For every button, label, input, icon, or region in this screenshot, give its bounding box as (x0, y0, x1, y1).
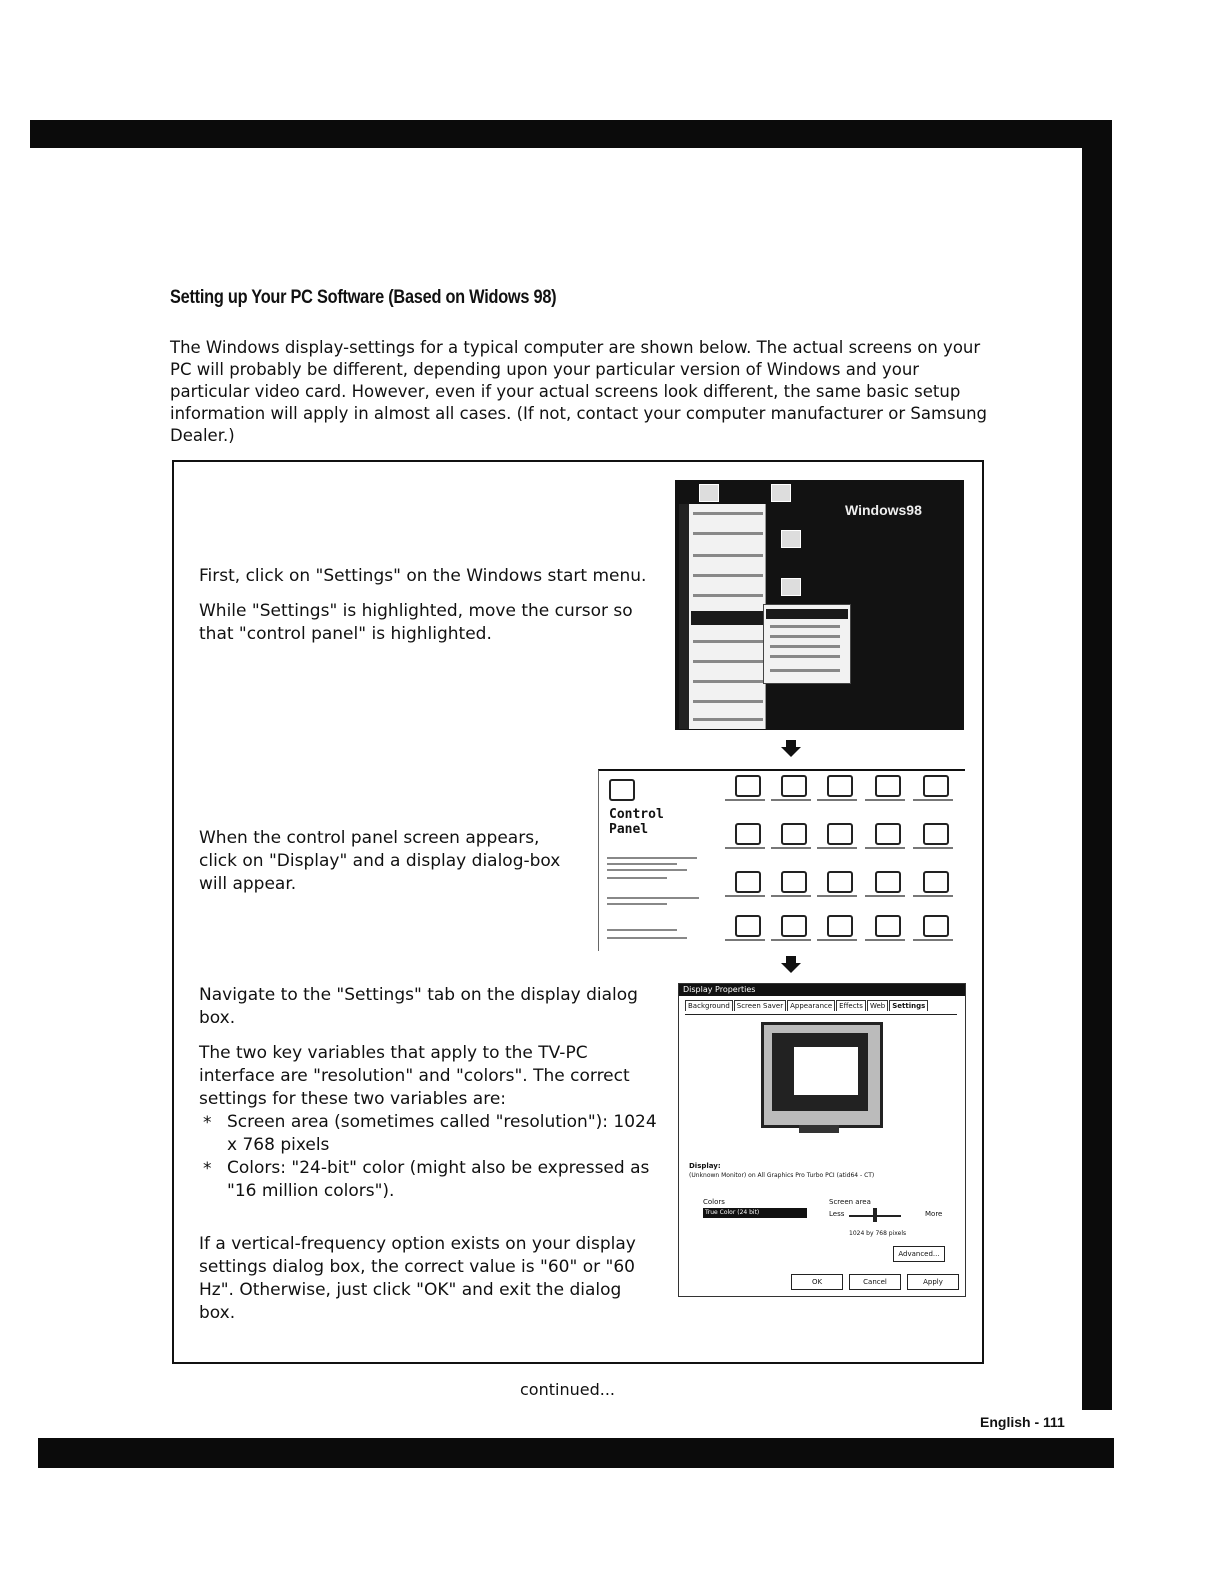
resolution-slider-thumb[interactable] (873, 1208, 877, 1222)
keyboard-icon (827, 871, 853, 893)
start-menu (679, 504, 766, 729)
menu-item (693, 660, 763, 663)
date-time-icon (735, 823, 761, 845)
internet-icon (735, 871, 761, 893)
applet-icon (735, 775, 761, 797)
menu-item (693, 574, 763, 577)
settings-submenu (763, 604, 851, 684)
cancel-button[interactable]: Cancel (849, 1274, 901, 1290)
continued-note: continued... (520, 1380, 615, 1399)
game-controllers-icon (923, 823, 949, 845)
display-label: Display: (689, 1162, 721, 1170)
submenu-item (770, 625, 840, 628)
dialog-title: Display Properties (679, 984, 965, 996)
description-line (607, 863, 677, 865)
resolution-value: 1024 by 768 pixels (849, 1230, 907, 1237)
tab-appearance[interactable]: Appearance (787, 1000, 835, 1011)
step-3-paragraph-2: The two key variables that apply to the TV-PC interface are "resolution" and "colors". The correct settings for these two variables are: (199, 1043, 630, 1109)
menu-item (693, 532, 763, 535)
menu-item (693, 640, 763, 643)
advanced-button[interactable]: Advanced... (893, 1246, 945, 1262)
step-1-paragraph-1: First, click on "Settings" on the Windows start menu. (199, 566, 647, 586)
right-black-bar (1082, 120, 1112, 1410)
description-line (607, 897, 699, 899)
screen-area-label: Screen area (829, 1198, 871, 1206)
monitor-stand (799, 1125, 839, 1133)
modems-icon (735, 915, 761, 937)
bullet-colors: * Colors: "24-bit" color (might also be expressed as "16 million colors"). (199, 1157, 661, 1203)
desktop-icon (781, 530, 801, 548)
display-icon[interactable] (781, 823, 807, 845)
menu-item (693, 554, 763, 557)
bullet-resolution: * Screen area (sometimes called "resolution"): 1024 x 768 pixels (199, 1111, 661, 1157)
bottom-black-bar (38, 1438, 1114, 1468)
intro-paragraph: The Windows display-settings for a typical computer are shown below. The actual screens on your PC will probably be different, depending upon your particular version of Windows and your particular video card. However, even if your actual screens look different, the same basic setup information will apply in almost all cases. (If not, contact your computer manufacturer or Samsung Dealer.) (170, 338, 988, 445)
desktop-icon (781, 578, 801, 596)
submenu-item (770, 669, 840, 672)
monitor-preview (761, 1022, 883, 1128)
submenu-item (770, 655, 840, 658)
settings-bullet-list (199, 1111, 661, 1203)
windows-98-logo: Windows98 (845, 502, 922, 518)
control-panel-title: Control Panel (609, 807, 664, 837)
adobe-gamma-icon (923, 775, 949, 797)
step-1-text (199, 565, 649, 658)
mail-fax-icon (923, 871, 949, 893)
step-2-paragraph: When the control panel screen appears, click on "Display" and a display dialog-box will appear. (199, 828, 561, 894)
tab-web[interactable]: Web (867, 1000, 888, 1011)
mouse-icon (781, 915, 807, 937)
fonts-icon (875, 823, 901, 845)
menu-item (693, 680, 763, 683)
step-3-paragraph-3: If a vertical-frequency option exists on your display settings dialog box, the correct value is "60" or "60 Hz". Otherwise, just click "OK" and exit the dialog box. (199, 1234, 636, 1323)
tab-settings[interactable]: Settings (889, 1000, 928, 1011)
control-panel-screenshot (598, 769, 965, 951)
start-menu-stripe (679, 504, 689, 729)
start-menu-screenshot (675, 480, 964, 730)
description-line (607, 903, 667, 905)
description-line (607, 929, 677, 931)
network-icon (875, 915, 901, 937)
settings-menu-item-highlight (691, 611, 765, 625)
control-panel-highlight (766, 609, 848, 619)
multimedia-icon (827, 915, 853, 937)
display-properties-screenshot (678, 983, 966, 1297)
description-line (607, 877, 667, 879)
liveupdate-icon (875, 871, 901, 893)
step-3-text (199, 984, 661, 1337)
section-heading: Setting up Your PC Software (Based on Widows 98) (170, 287, 557, 308)
menu-item (693, 594, 763, 597)
submenu-item (770, 635, 840, 638)
find-fast-icon (827, 823, 853, 845)
step-1-paragraph-2: While "Settings" is highlighted, move the cursor so that "control panel" is highlighted. (199, 601, 633, 644)
colors-label: Colors (703, 1198, 725, 1206)
display-adapter-value: (Unknown Monitor) on All Graphics Pro Turbo PCI (atid64 - CT) (689, 1172, 875, 1179)
menu-item (693, 512, 763, 515)
ok-button[interactable]: OK (791, 1274, 843, 1290)
description-line (607, 937, 687, 939)
apply-button[interactable]: Apply (907, 1274, 959, 1290)
top-black-bar (30, 120, 1108, 148)
less-label: Less (829, 1210, 845, 1218)
step-3-paragraph-1: Navigate to the "Settings" tab on the display dialog box. (199, 985, 638, 1028)
dialog-tabs (685, 1000, 957, 1015)
colors-select[interactable]: True Color (24 bit) (703, 1208, 807, 1218)
passwords-icon (923, 915, 949, 937)
menu-item (693, 700, 763, 703)
control-panel-folder-icon (609, 779, 635, 801)
add-hardware-icon (827, 775, 853, 797)
step-2-text (199, 827, 579, 908)
accessibility-icon (781, 775, 807, 797)
tab-background[interactable]: Background (685, 1000, 733, 1011)
add-programs-icon (875, 775, 901, 797)
description-line (607, 857, 697, 859)
desktop-icon (771, 484, 791, 502)
description-line (607, 869, 687, 871)
menu-item (693, 718, 763, 721)
tab-effects[interactable]: Effects (836, 1000, 866, 1011)
desktop-icon (699, 484, 719, 502)
tab-screen-saver[interactable]: Screen Saver (734, 1000, 786, 1011)
page-number: English - 111 (980, 1414, 1065, 1430)
internet-options-icon (781, 871, 807, 893)
submenu-item (770, 645, 840, 648)
more-label: More (925, 1210, 943, 1218)
